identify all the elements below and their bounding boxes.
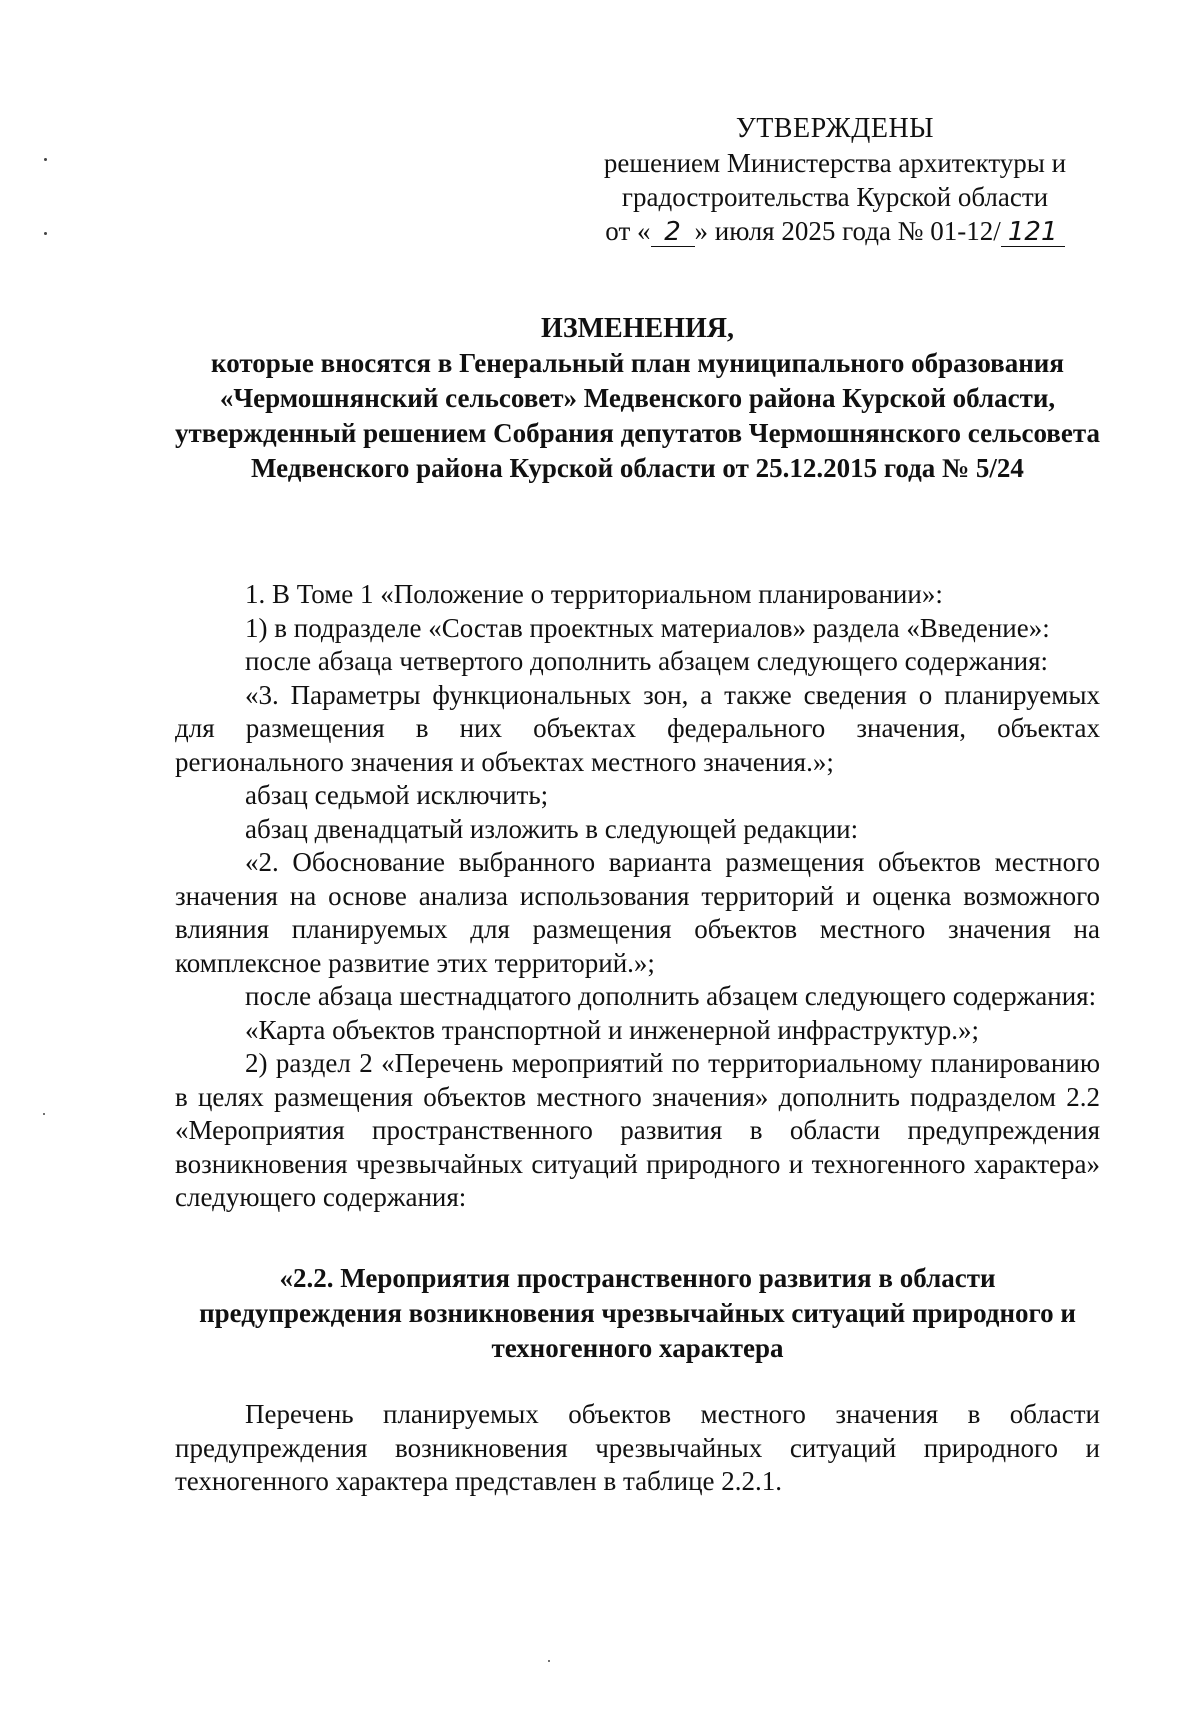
paragraph: «3. Параметры функциональных зон, а также сведения о планируемых для размещения в них объектах федерального значения, объектах регионального значения и объектах местного значения.»; <box>175 679 1100 777</box>
date-middle: » июля 2025 года № 01-12/ <box>694 216 1001 246</box>
paragraph: «Карта объектов транспортной и инженерной инфраструктур.»; <box>245 1014 979 1045</box>
paragraph: «2. Обоснование выбранного варианта размещения объектов местного значения на основе анализа использования территорий и оценка возможного влияния планируемых для размещения объектов местного значения на комплексное развитие этих территорий.»; <box>175 847 1100 978</box>
title-heading: ИЗМЕНЕНИЯ, <box>541 313 734 344</box>
section-subheading: «2.2. Мероприятия пространственного развития в области предупреждения возникновения чрезвычайных ситуаций природного и техногенного характера <box>199 1263 1076 1363</box>
closing-body <box>175 1398 1100 1499</box>
scan-speck <box>43 1113 45 1115</box>
handwritten-day: 2 <box>651 218 695 247</box>
approval-line-2: градостроительства Курской области <box>621 182 1049 212</box>
scan-speck <box>44 158 47 161</box>
closing-paragraph: Перечень планируемых объектов местного значения в области предупреждения возникновения чрезвычайных ситуаций природного и техногенного характера представлен в таблице 2.2.1. <box>175 1399 1100 1496</box>
scan-speck <box>44 232 47 235</box>
approval-line-1: решением Министерства архитектуры и <box>603 148 1067 178</box>
paragraph: абзац седьмой исключить; <box>245 780 549 810</box>
approval-date-line <box>575 214 1095 248</box>
paragraph: после абзаца четвертого дополнить абзацем следующего содержания: <box>245 646 1049 676</box>
title-text: которые вносятся в Генеральный план муниципального образования «Чермошнянский сельсовет» Медвенского района Курской области, утвержденный решением Собрания депутатов Чермошнянского сельсовета Медвенского района Курской области от 25.12.2015 года № 5/24 <box>175 348 1100 483</box>
amendment-body <box>175 578 1100 1215</box>
date-prefix: от « <box>605 216 651 246</box>
approval-stamp-block <box>575 112 1095 248</box>
paragraph: 2) раздел 2 «Перечень мероприятий по территориальному планированию в целях размещения объектов местного значения» дополнить подразделом 2.2 «Мероприятия пространственного развития в области предупреждения возникновения чрезвычайных ситуаций природного и техногенного характера» следующего содержания: <box>175 1048 1100 1212</box>
approval-heading: УТВЕРЖДЕНЫ <box>735 113 935 144</box>
paragraph: абзац двенадцатый изложить в следующей редакции: <box>245 813 859 844</box>
paragraph: 1. В Томе 1 «Положение о территориальном планировании»: <box>245 579 943 609</box>
handwritten-doc-number: 121 <box>1001 218 1065 247</box>
scan-speck <box>548 1660 550 1662</box>
paragraph: 1) в подразделе «Состав проектных материалов» раздела «Введение»: <box>245 612 1050 643</box>
document-title <box>170 311 1105 486</box>
paragraph: после абзаца шестнадцатого дополнить абзацем следующего содержания: <box>245 981 1097 1011</box>
